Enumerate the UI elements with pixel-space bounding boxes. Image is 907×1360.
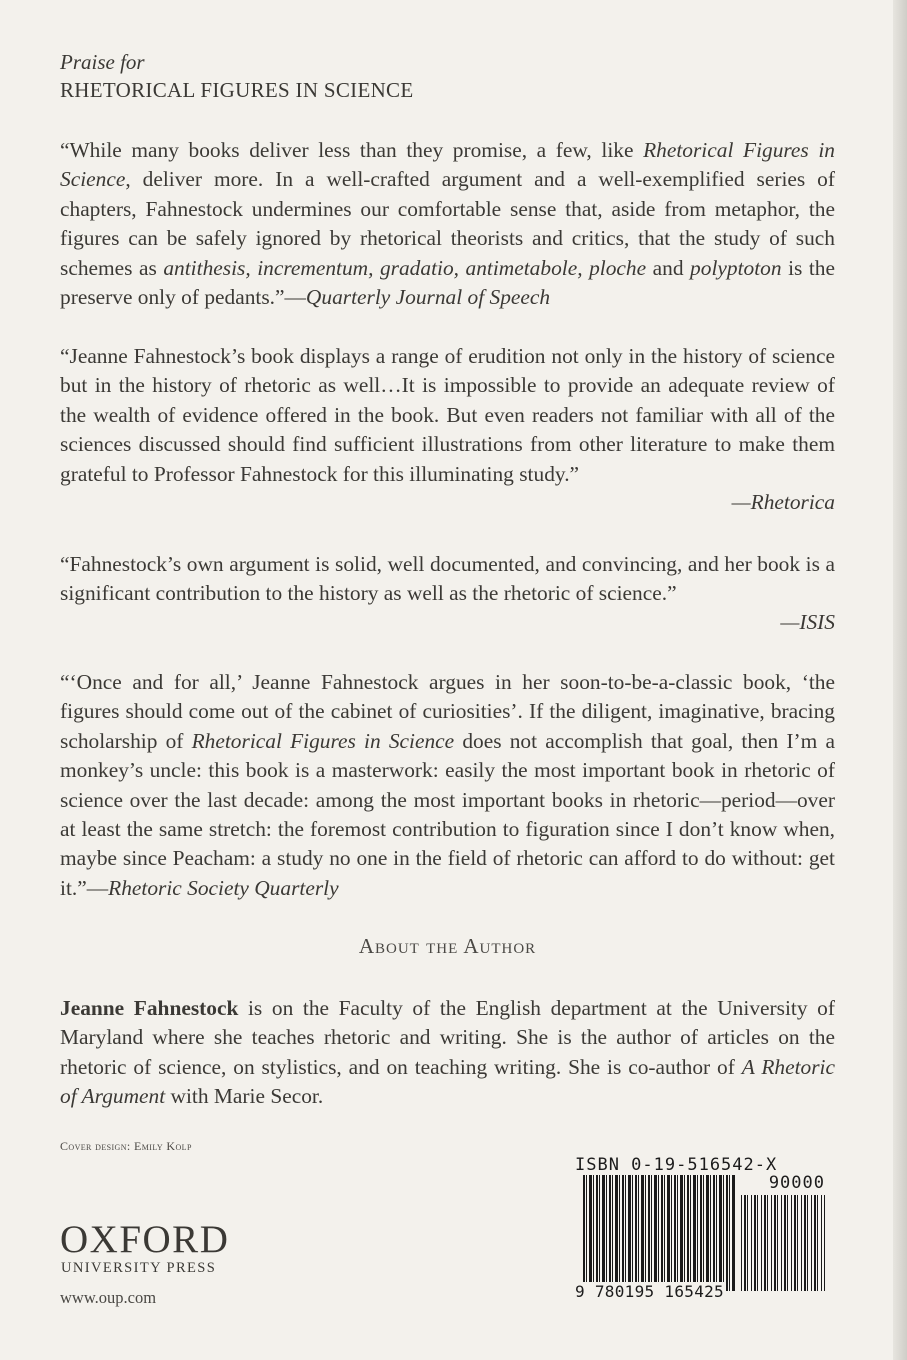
isbn-barcode xyxy=(573,1155,827,1311)
quote-source-rhetorica: —Rhetorica xyxy=(731,490,835,514)
about-author-heading: About the Author xyxy=(358,934,537,958)
cover-credit: Cover design: Emily Kolp xyxy=(60,1139,192,1153)
review-quote-1 xyxy=(60,136,835,312)
quote-text: “‘Once and for all,’ Jeanne Fahnestock argues in her soon-to-be-a-classic book, ‘the figures should come out of the cabinet of curiosities’. If the diligent, imaginative, bracing scholarship of xyxy=(60,670,835,753)
spine-edge xyxy=(893,0,907,1360)
barcode-price-code: 90000 xyxy=(768,1173,825,1193)
oxford-subtitle: UNIVERSITY PRESS xyxy=(61,1260,217,1276)
quote-text: and xyxy=(646,255,691,280)
quote-italic-text: Rhetoric Society Quarterly xyxy=(108,875,339,900)
barcode-addon-bars xyxy=(741,1195,825,1291)
review-quote-4 xyxy=(60,668,835,903)
quote-text: is the preserve only of pedants.”— xyxy=(60,255,835,310)
praise-label: Praise for xyxy=(60,50,145,74)
quote-italic-text: Rhetorical Figures in Science xyxy=(191,728,455,753)
praise-title: RHETORICAL FIGURES IN SCIENCE xyxy=(60,78,414,102)
barcode-bars xyxy=(583,1175,735,1291)
barcode-digits: 9 780195 165425 xyxy=(575,1282,724,1301)
quote-text: “Fahnestock’s own argument is solid, well documented, and convincing, and her book is a significant contribution to the history as well as the rhetoric of science.” xyxy=(60,552,835,606)
isbn-label: ISBN 0-19-516542-X xyxy=(575,1155,778,1175)
author-bio xyxy=(60,994,835,1112)
bio-book-title: A Rhetoric of Argument xyxy=(60,1054,835,1109)
review-quote-3 xyxy=(60,550,835,609)
quote-source-isis: —ISIS xyxy=(780,610,835,634)
quote-text: does not accomplish that goal, then I’m a monkey’s uncle: this book is a masterwork: easily the most important book in rhetoric of science over the last decade: among the most important books in rhetoric—period—over at least the same stretch: the foremost contribution to figuration since I don’t know when, maybe since Peacham: a study no one in the field of rhetoric can afford to do without: get it.”— xyxy=(60,728,835,900)
review-quote-2 xyxy=(60,342,835,489)
quote-italic-text: Quarterly Journal of Speech xyxy=(305,285,551,310)
quote-italic-text: polyptoton xyxy=(690,255,782,280)
author-name: Jeanne Fahnestock xyxy=(60,996,239,1020)
bio-text-2: with Marie Secor. xyxy=(165,1084,324,1109)
quote-text: , deliver more. In a well-crafted argument and a well-exemplified series of chapters, Fahnestock undermines our comfortable sense that, aside from metaphor, the figures can be safely ignored by rhetorical theorists and critics, that the study of such schemes as xyxy=(60,167,835,280)
quote-italic-text: Rhetorical Figures in Science xyxy=(60,138,835,192)
publisher-website: www.oup.com xyxy=(60,1288,157,1307)
quote-italic-text: antithesis, incrementum, gradatio, antimetabole, ploche xyxy=(163,255,647,280)
bio-text-1: is on the Faculty of the English department at the University of Maryland where she teaches rhetoric and writing. She is the author of articles on the rhetoric of science, on stylistics, and on teaching writing. She is co-author of xyxy=(60,996,835,1079)
quote-text: “Jeanne Fahnestock’s book displays a range of erudition not only in the history of science but in the history of rhetoric as well…It is impossible to provide an adequate review of the wealth of evidence offered in the book. But even readers not familiar with all of the sciences discussed should find sufficient illustrations from other literature to make them grateful to Professor Fahnestock for this illuminating study.” xyxy=(60,344,835,486)
quote-text: “While many books deliver less than they promise, a few, like xyxy=(60,138,644,162)
oxford-logo: OXFORD xyxy=(60,1218,230,1261)
